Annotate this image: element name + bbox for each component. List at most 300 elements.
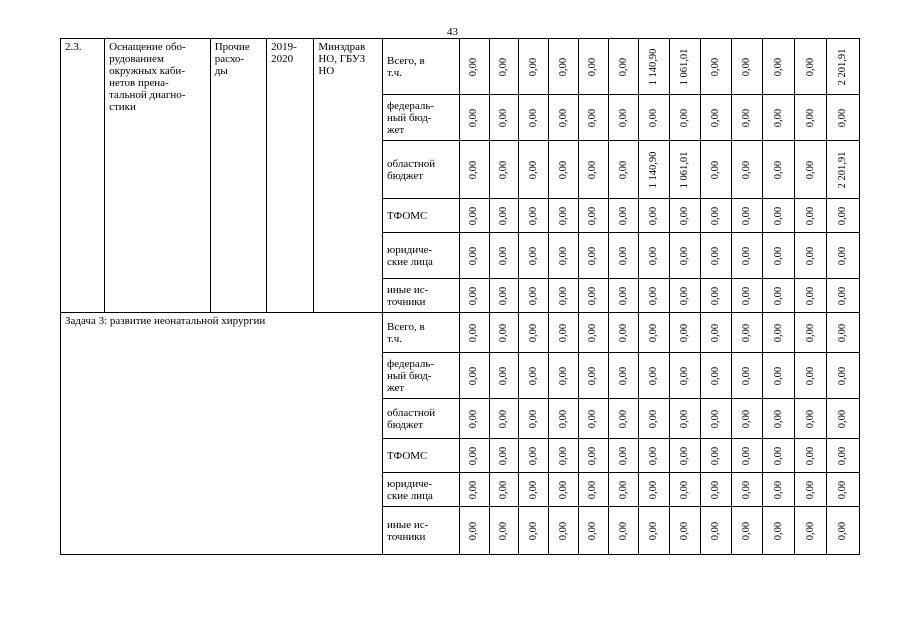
value-text: 0,00 [741,323,753,342]
value-text: 0,00 [557,480,569,499]
value-cell [731,439,763,473]
value-cell [489,507,519,555]
value-cell [670,233,701,279]
value-cell [459,233,489,279]
value-cell [608,233,639,279]
value-cell [795,399,827,439]
value-text: 0,00 [741,521,753,540]
value-cell [763,233,795,279]
value-text: 0,00 [741,206,753,225]
value-text: 0,00 [741,446,753,465]
value-text: 0,00 [837,521,849,540]
value-cell [670,199,701,233]
value-cell [578,313,608,353]
value-text: 0,00 [468,323,480,342]
value-cell [731,399,763,439]
value-text: 0,00 [648,246,660,265]
value-cell [763,39,795,95]
value-text: 2 201,91 [837,151,849,188]
table-body [61,39,860,555]
value-cell [608,507,639,555]
value-cell [670,507,701,555]
value-cell [578,233,608,279]
value-text: 0,00 [772,246,784,265]
value-text: 0,00 [679,480,691,499]
value-text: 0,00 [587,323,599,342]
value-text: 0,00 [804,480,816,499]
value-text: 0,00 [804,108,816,127]
funding-source-label: иные ис- точники [383,507,460,555]
value-text: 0,00 [772,286,784,305]
value-cell [827,233,860,279]
value-cell [670,313,701,353]
funding-source-label: федераль- ный бюд- жет [383,95,460,141]
funding-source-label: областной бюджет [383,141,460,199]
value-text: 0,00 [709,323,721,342]
value-cell [639,507,670,555]
value-cell [639,199,670,233]
value-text: 0,00 [527,160,539,179]
value-cell [670,473,701,507]
value-cell [519,507,549,555]
value-cell [459,141,489,199]
value-cell [519,279,549,313]
value-text: 0,00 [804,57,816,76]
value-cell [489,473,519,507]
value-cell [700,199,731,233]
value-cell [827,313,860,353]
value-text: 0,00 [527,246,539,265]
value-cell [549,399,579,439]
value-text: 0,00 [587,366,599,385]
value-cell [549,141,579,199]
value-text: 2 201,91 [837,48,849,85]
value-text: 0,00 [498,366,510,385]
value-cell [519,313,549,353]
value-cell [489,353,519,399]
value-cell [608,473,639,507]
value-cell [519,141,549,199]
value-text: 0,00 [617,323,629,342]
value-cell [827,279,860,313]
value-text: 0,00 [741,286,753,305]
value-text: 0,00 [709,160,721,179]
table-row [61,39,860,95]
value-text: 0,00 [741,366,753,385]
value-text: 0,00 [679,323,691,342]
value-cell [827,95,860,141]
value-text: 0,00 [772,323,784,342]
value-cell [608,353,639,399]
value-cell [731,313,763,353]
value-cell [731,233,763,279]
value-text: 0,00 [557,160,569,179]
value-text: 0,00 [468,57,480,76]
value-cell [459,399,489,439]
value-text: 0,00 [679,286,691,305]
funding-source-label: ТФОМС [383,439,460,473]
value-cell [459,439,489,473]
value-cell [459,279,489,313]
value-cell [700,279,731,313]
value-text: 0,00 [557,108,569,127]
value-cell [731,141,763,199]
value-text: 0,00 [804,366,816,385]
value-text: 0,00 [587,57,599,76]
value-text: 0,00 [587,409,599,428]
value-text: 0,00 [804,160,816,179]
value-cell [763,279,795,313]
value-cell [608,95,639,141]
value-cell [578,279,608,313]
value-text: 0,00 [587,206,599,225]
value-cell [763,439,795,473]
value-text: 0,00 [772,521,784,540]
value-text: 0,00 [709,246,721,265]
value-text: 0,00 [617,446,629,465]
table-row [61,313,860,353]
value-text: 0,00 [709,521,721,540]
value-cell [670,439,701,473]
value-cell [578,473,608,507]
value-text: 0,00 [527,366,539,385]
value-text: 0,00 [648,366,660,385]
funding-source-label: Всего, в т.ч. [383,39,460,95]
value-text: 0,00 [804,323,816,342]
value-text: 0,00 [772,57,784,76]
value-text: 0,00 [557,286,569,305]
value-text: 0,00 [804,446,816,465]
value-cell [763,473,795,507]
value-cell [639,473,670,507]
value-text: 0,00 [679,366,691,385]
value-text: 0,00 [709,366,721,385]
value-cell [795,199,827,233]
value-text: 0,00 [648,108,660,127]
value-cell [549,507,579,555]
value-cell [578,507,608,555]
value-text: 0,00 [804,286,816,305]
value-cell [795,353,827,399]
value-text: 0,00 [498,409,510,428]
value-text: 0,00 [527,57,539,76]
value-text: 0,00 [648,206,660,225]
value-cell [459,39,489,95]
value-cell [670,353,701,399]
value-cell [731,473,763,507]
value-cell [519,199,549,233]
value-text: 0,00 [468,246,480,265]
value-cell [459,507,489,555]
value-cell [700,233,731,279]
value-text: 0,00 [741,57,753,76]
value-cell [731,39,763,95]
value-cell [549,95,579,141]
value-cell [578,439,608,473]
value-text: 0,00 [557,246,569,265]
value-cell [519,233,549,279]
value-text: 0,00 [587,160,599,179]
value-text: 0,00 [741,246,753,265]
value-cell [459,95,489,141]
expense-type: Прочие расхо- ды [210,39,266,313]
value-text: 0,00 [741,160,753,179]
value-text: 0,00 [527,108,539,127]
value-cell [763,399,795,439]
value-cell [549,473,579,507]
value-cell [578,199,608,233]
funding-source-label: юридиче- ские лица [383,473,460,507]
value-cell [700,507,731,555]
value-text: 0,00 [468,521,480,540]
value-text: 0,00 [468,409,480,428]
value-text: 0,00 [617,160,629,179]
value-cell [489,279,519,313]
value-text: 0,00 [498,206,510,225]
value-cell [639,313,670,353]
value-text: 0,00 [498,323,510,342]
value-text: 0,00 [837,206,849,225]
value-text: 0,00 [679,108,691,127]
value-text: 0,00 [587,446,599,465]
value-cell [670,39,701,95]
value-cell [608,199,639,233]
value-text: 0,00 [648,409,660,428]
activity-name: Оснащение обо- рудованием окружных каби- нетов прена- тальной диагно- стики [105,39,211,313]
value-cell [827,39,860,95]
value-cell [795,507,827,555]
value-text: 0,00 [837,323,849,342]
value-text: 0,00 [587,521,599,540]
funding-source-label: ТФОМС [383,199,460,233]
value-text: 0,00 [679,446,691,465]
value-cell [827,507,860,555]
value-text: 0,00 [498,480,510,499]
value-text: 0,00 [527,323,539,342]
executor: Минздрав НО, ГБУЗ НО [314,39,383,313]
value-text: 0,00 [617,521,629,540]
value-text: 0,00 [527,521,539,540]
value-text: 0,00 [648,480,660,499]
value-text: 0,00 [587,286,599,305]
value-text: 0,00 [527,480,539,499]
value-text: 0,00 [741,480,753,499]
value-text: 0,00 [837,246,849,265]
value-cell [639,353,670,399]
value-text: 1 140,90 [648,151,660,188]
value-cell [639,95,670,141]
value-cell [489,199,519,233]
value-text: 0,00 [837,286,849,305]
value-text: 0,00 [772,108,784,127]
value-text: 0,00 [772,446,784,465]
value-cell [827,199,860,233]
value-text: 0,00 [498,246,510,265]
value-cell [731,353,763,399]
value-cell [700,353,731,399]
value-text: 0,00 [468,206,480,225]
value-cell [608,399,639,439]
value-text: 0,00 [648,286,660,305]
value-cell [670,141,701,199]
value-text: 0,00 [772,409,784,428]
value-cell [827,473,860,507]
value-cell [700,313,731,353]
value-text: 0,00 [741,409,753,428]
value-text: 0,00 [498,160,510,179]
value-cell [639,399,670,439]
value-cell [700,39,731,95]
value-cell [489,141,519,199]
value-cell [827,399,860,439]
value-text: 0,00 [527,446,539,465]
value-text: 0,00 [468,286,480,305]
value-cell [763,313,795,353]
value-text: 0,00 [498,286,510,305]
value-text: 0,00 [527,206,539,225]
value-text: 0,00 [679,409,691,428]
value-text: 0,00 [804,521,816,540]
value-cell [639,439,670,473]
value-cell [700,473,731,507]
value-cell [519,473,549,507]
value-text: 0,00 [498,446,510,465]
page-number: 43 [447,26,458,38]
value-cell [459,473,489,507]
value-cell [795,95,827,141]
value-text: 0,00 [804,409,816,428]
value-cell [827,439,860,473]
value-cell [700,399,731,439]
value-text: 0,00 [837,446,849,465]
value-cell [489,233,519,279]
value-text: 0,00 [709,480,721,499]
value-cell [608,313,639,353]
value-text: 1 061,01 [679,48,691,85]
value-text: 0,00 [648,521,660,540]
value-text: 0,00 [617,286,629,305]
value-cell [519,353,549,399]
value-cell [670,95,701,141]
value-text: 0,00 [498,521,510,540]
value-cell [795,473,827,507]
funding-source-label: иные ис- точники [383,279,460,313]
value-cell [489,95,519,141]
value-cell [578,141,608,199]
value-cell [639,279,670,313]
value-text: 0,00 [709,409,721,428]
value-text: 0,00 [617,409,629,428]
value-cell [639,141,670,199]
value-text: 0,00 [772,160,784,179]
value-text: 0,00 [527,286,539,305]
period: 2019- 2020 [267,39,314,313]
value-cell [700,95,731,141]
funding-source-label: Всего, в т.ч. [383,313,460,353]
budget-table [60,38,860,555]
value-cell [731,95,763,141]
value-cell [459,199,489,233]
value-text: 0,00 [709,446,721,465]
value-text: 0,00 [679,246,691,265]
value-text: 0,00 [679,206,691,225]
value-cell [731,507,763,555]
value-cell [763,141,795,199]
value-text: 0,00 [468,108,480,127]
row-number: 2.3. [61,39,105,313]
value-text: 1 140,90 [648,48,660,85]
value-cell [827,141,860,199]
value-cell [763,95,795,141]
value-cell [608,279,639,313]
value-cell [795,313,827,353]
task-title: Задача 3: развитие неонатальной хирургии [61,313,383,555]
value-text: 0,00 [617,108,629,127]
value-text: 0,00 [648,446,660,465]
value-text: 0,00 [468,366,480,385]
value-cell [795,439,827,473]
value-text: 0,00 [804,246,816,265]
value-text: 0,00 [617,480,629,499]
value-cell [731,199,763,233]
value-text: 0,00 [772,206,784,225]
value-text: 0,00 [468,480,480,499]
value-cell [549,279,579,313]
value-cell [489,399,519,439]
value-text: 0,00 [837,108,849,127]
value-cell [608,439,639,473]
value-text: 0,00 [709,206,721,225]
value-cell [608,39,639,95]
value-text: 0,00 [617,246,629,265]
value-text: 0,00 [648,323,660,342]
value-cell [827,353,860,399]
value-text: 0,00 [804,206,816,225]
value-text: 0,00 [741,108,753,127]
value-cell [795,233,827,279]
value-cell [519,399,549,439]
value-cell [731,279,763,313]
value-cell [459,313,489,353]
value-cell [763,353,795,399]
value-text: 0,00 [709,57,721,76]
value-cell [549,199,579,233]
value-text: 0,00 [587,108,599,127]
value-cell [670,279,701,313]
funding-source-label: юридиче- ские лица [383,233,460,279]
value-cell [795,279,827,313]
value-cell [578,95,608,141]
value-cell [489,313,519,353]
value-text: 0,00 [468,160,480,179]
value-cell [763,199,795,233]
value-text: 0,00 [557,521,569,540]
value-cell [670,399,701,439]
value-cell [639,233,670,279]
value-cell [578,399,608,439]
value-text: 0,00 [498,57,510,76]
value-text: 0,00 [557,57,569,76]
value-text: 0,00 [557,206,569,225]
value-text: 0,00 [527,409,539,428]
value-cell [549,313,579,353]
value-text: 0,00 [837,409,849,428]
funding-source-label: областной бюджет [383,399,460,439]
value-text: 0,00 [498,108,510,127]
value-cell [549,39,579,95]
value-cell [549,233,579,279]
value-text: 0,00 [772,366,784,385]
